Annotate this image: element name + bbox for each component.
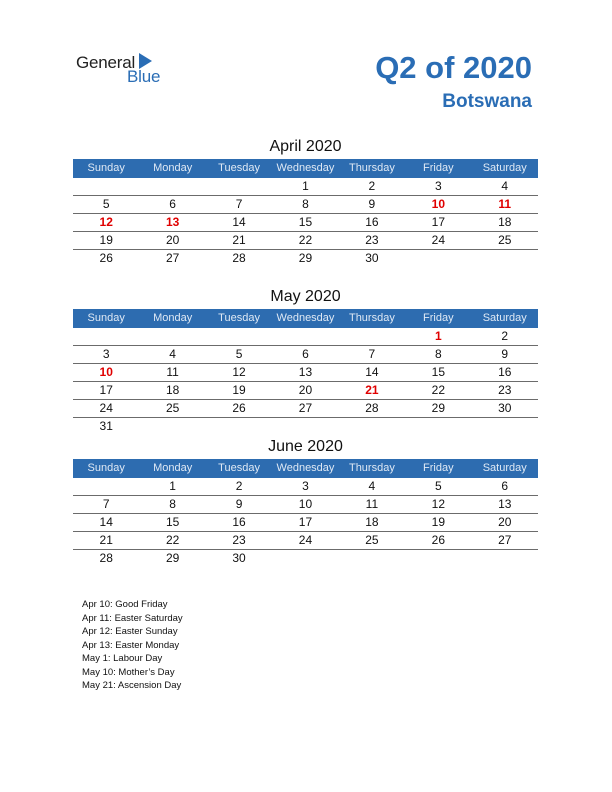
day-cell: 21 (365, 383, 379, 397)
week-row (73, 196, 538, 214)
day-cell: 11 (365, 497, 379, 511)
day-cell: 25 (498, 233, 512, 247)
day-cell: 30 (232, 551, 246, 565)
day-cell: 29 (298, 251, 313, 265)
weekday-label: Sunday (87, 162, 125, 174)
day-cell: 2 (368, 179, 376, 193)
day-cell: 18 (165, 383, 180, 397)
day-cell: 15 (431, 365, 445, 379)
day-cell (472, 550, 538, 567)
day-cell (472, 418, 538, 435)
day-cell: 9 (235, 497, 243, 511)
day-cell (139, 178, 205, 195)
day-cell: 11 (166, 365, 179, 379)
day-cell: 27 (498, 533, 512, 547)
page-title: Q2 of 2020 (375, 50, 532, 85)
month-april (73, 137, 538, 267)
day-cell: 3 (302, 479, 309, 493)
day-cell: 29 (431, 401, 445, 415)
week-row (73, 478, 538, 496)
day-cell: 14 (99, 515, 113, 529)
day-cell: 10 (298, 497, 313, 511)
weekday-label: Monday (153, 162, 193, 174)
weekday-header (73, 159, 538, 178)
day-cell: 4 (169, 347, 176, 361)
weekday-label: Monday (153, 312, 193, 324)
day-cell: 29 (165, 551, 180, 565)
day-cell: 21 (232, 233, 246, 247)
day-cell (405, 550, 471, 567)
day-cell: 26 (431, 533, 445, 547)
day-cell: 7 (368, 347, 376, 361)
weekday-label: Friday (423, 312, 454, 324)
day-cell: 17 (298, 515, 313, 529)
day-cell: 20 (498, 515, 512, 529)
day-cell: 28 (99, 551, 113, 565)
week-row (73, 496, 538, 514)
day-cell: 1 (302, 179, 309, 193)
month-title: April 2020 (269, 138, 342, 155)
day-cell: 15 (165, 515, 180, 529)
day-cell: 9 (368, 197, 376, 211)
holiday-item: Apr 10: Good Friday (82, 599, 168, 610)
week-row (73, 400, 538, 418)
day-cell: 6 (302, 347, 309, 361)
day-cell: 3 (102, 347, 110, 361)
day-cell: 17 (431, 215, 445, 229)
day-cell: 6 (169, 197, 176, 211)
day-cell: 14 (365, 365, 379, 379)
day-cell: 22 (165, 533, 180, 547)
week-row (73, 328, 538, 346)
day-cell: 12 (99, 215, 113, 229)
day-cell: 14 (232, 215, 246, 229)
day-cell: 8 (434, 347, 442, 361)
weekday-label: Tuesday (218, 312, 260, 324)
day-cell: 8 (169, 497, 176, 511)
day-cell: 21 (99, 533, 113, 547)
day-cell (472, 250, 538, 267)
weekday-label: Wednesday (276, 462, 335, 474)
day-cell: 19 (232, 383, 246, 397)
day-cell: 23 (365, 233, 379, 247)
day-cell: 7 (235, 197, 243, 211)
day-cell: 24 (431, 233, 445, 247)
day-cell: 23 (498, 383, 512, 397)
week-row (73, 418, 538, 435)
weekday-label: Friday (423, 462, 454, 474)
day-cell: 27 (165, 251, 180, 265)
day-cell: 12 (431, 497, 445, 511)
day-cell: 15 (298, 215, 313, 229)
day-cell: 13 (165, 215, 180, 229)
weekday-label: Thursday (348, 312, 395, 324)
day-cell (339, 328, 405, 345)
weekday-label: Saturday (482, 312, 527, 324)
weekday-label: Sunday (87, 312, 125, 324)
logo-general-text: General (76, 53, 136, 72)
day-cell: 10 (431, 197, 445, 211)
day-cell: 16 (498, 365, 512, 379)
day-cell: 3 (434, 179, 442, 193)
day-cell: 22 (298, 233, 313, 247)
day-cell: 28 (232, 251, 246, 265)
day-cell: 11 (498, 197, 512, 211)
day-cell: 26 (232, 401, 246, 415)
holiday-item: Apr 13: Easter Monday (82, 639, 180, 651)
day-cell (339, 418, 405, 435)
month-title: May 2020 (270, 288, 341, 305)
week-row (73, 346, 538, 364)
weekday-label: Saturday (482, 162, 527, 174)
day-cell: 28 (365, 401, 379, 415)
weekday-label: Wednesday (276, 312, 335, 324)
day-cell (206, 328, 272, 345)
day-cell (73, 178, 139, 195)
day-cell: 25 (165, 401, 180, 415)
day-cell (272, 328, 338, 345)
day-cell: 2 (235, 479, 243, 493)
day-cell: 22 (431, 383, 445, 397)
day-cell (206, 178, 272, 195)
day-cell: 13 (498, 497, 512, 511)
day-cell (139, 328, 205, 345)
day-cell: 25 (365, 533, 379, 547)
day-cell: 18 (365, 515, 379, 529)
day-cell: 12 (232, 365, 246, 379)
day-cell: 1 (434, 329, 442, 343)
day-cell: 30 (365, 251, 379, 265)
holiday-item: Apr 12: Easter Sunday (82, 626, 178, 637)
day-cell: 5 (235, 347, 243, 361)
logo-blue-text: Blue (127, 67, 161, 86)
day-cell (73, 328, 139, 345)
day-cell: 8 (302, 197, 309, 211)
day-cell: 2 (501, 329, 509, 343)
weekday-label: Tuesday (218, 462, 260, 474)
day-cell: 19 (99, 233, 113, 247)
weekday-label: Friday (423, 162, 454, 174)
holiday-item: May 10: Mother’s Day (82, 666, 175, 678)
month-june (73, 437, 538, 567)
day-cell: 20 (298, 383, 313, 397)
day-cell: 10 (99, 365, 113, 379)
week-row (73, 532, 538, 550)
weekday-label: Thursday (348, 162, 395, 174)
week-row (73, 382, 538, 400)
weekday-header (73, 459, 538, 478)
day-cell: 23 (232, 533, 246, 547)
day-cell: 31 (99, 419, 113, 433)
week-row (73, 178, 538, 196)
day-cell: 5 (434, 479, 442, 493)
week-row (73, 514, 538, 532)
country-name: Botswana (442, 91, 532, 112)
holiday-item: May 21: Ascension Day (82, 680, 182, 691)
week-row (73, 364, 538, 382)
day-cell (206, 418, 272, 435)
week-row (73, 214, 538, 232)
day-cell: 19 (431, 515, 445, 529)
day-cell: 1 (169, 479, 176, 493)
day-cell: 4 (368, 479, 376, 493)
weekday-label: Wednesday (276, 162, 335, 174)
week-row (73, 550, 538, 567)
day-cell (272, 418, 338, 435)
day-cell: 7 (102, 497, 110, 511)
day-cell (139, 418, 205, 435)
weekday-label: Monday (153, 462, 193, 474)
day-cell: 27 (298, 401, 313, 415)
holiday-item: Apr 11: Easter Saturday (82, 612, 183, 624)
day-cell: 24 (298, 533, 313, 547)
day-cell: 16 (365, 215, 379, 229)
day-cell: 17 (99, 383, 113, 397)
day-cell (339, 550, 405, 567)
day-cell: 26 (99, 251, 113, 265)
day-cell: 6 (501, 479, 509, 493)
day-cell (405, 418, 471, 435)
day-cell: 9 (501, 347, 509, 361)
day-cell (272, 550, 338, 567)
holiday-item: May 1: Labour Day (82, 653, 163, 664)
weekday-label: Tuesday (218, 162, 260, 174)
day-cell: 24 (99, 401, 113, 415)
weekday-label: Thursday (348, 462, 395, 474)
week-row (73, 250, 538, 267)
day-cell: 13 (298, 365, 313, 379)
weekday-label: Sunday (87, 462, 125, 474)
logo (76, 52, 176, 88)
month-title: June 2020 (268, 438, 343, 455)
day-cell (405, 250, 471, 267)
day-cell: 18 (498, 215, 512, 229)
day-cell: 20 (165, 233, 180, 247)
day-cell: 4 (501, 179, 509, 193)
weekday-header (73, 309, 538, 328)
day-cell: 16 (232, 515, 246, 529)
month-may (73, 287, 538, 435)
weekday-label: Saturday (482, 462, 527, 474)
day-cell: 5 (102, 197, 110, 211)
week-row (73, 232, 538, 250)
holiday-list (82, 598, 183, 693)
day-cell: 30 (498, 401, 512, 415)
day-cell (73, 478, 139, 495)
